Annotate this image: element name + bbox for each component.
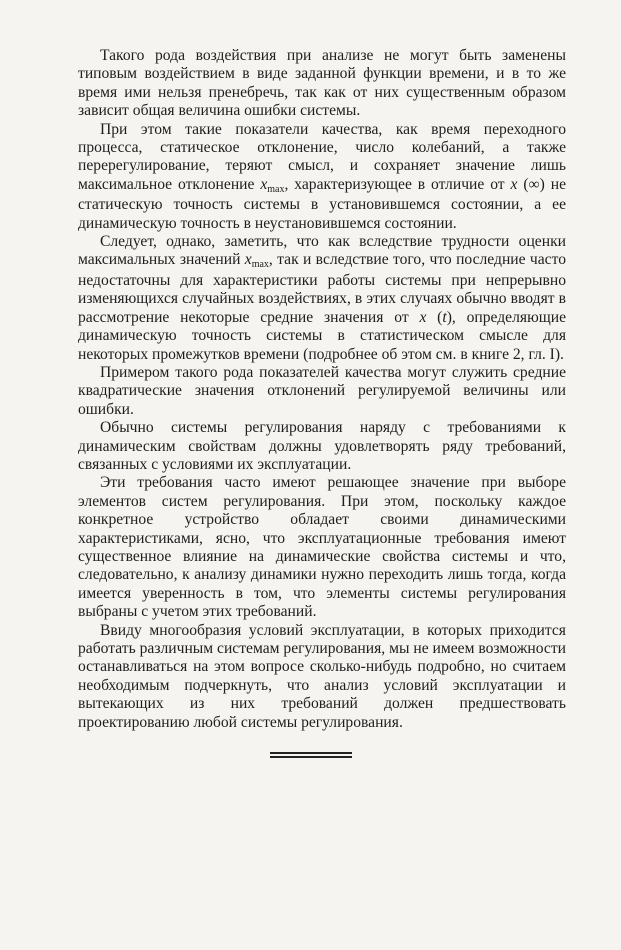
- variable-x: x: [260, 175, 268, 193]
- variable-x: x: [419, 308, 427, 326]
- paragraph-3-part4: ), определяющие динамическую точность системы в статистическом смысле для некоторых промежутков времени (подробнее об этом см. в книге 2, гл. I).: [78, 308, 566, 363]
- section-end-rule: [270, 752, 352, 759]
- subscript-max: max: [267, 183, 285, 195]
- paragraph-4: [78, 364, 566, 419]
- paragraph-1-text: Такого рода воздействия при анализе не могут быть заменены типовым воздействием в виде заданной функции времени, и в то же время ими нельзя пренебречь, так как от них существенным образом зависит общая величина ошибки системы.: [78, 47, 566, 120]
- paragraph-3-part2: , так и вследствие того, что последние часто недостаточны для характеристики работы системы при непрерывно изменяющихся случайных воздействиях, в этих случаях обычно вводят в рассмотрение некоторые средние значения от: [78, 251, 566, 326]
- rule-line-bottom: [270, 756, 352, 758]
- body-text: [78, 47, 566, 732]
- paragraph-5: [78, 419, 566, 474]
- paragraph-5-text: Обычно системы регулирования наряду с требованиями к динамическим свойствам должны удовлетворять ряду требований, связанных с условиями их эксплуатации.: [78, 419, 566, 473]
- paragraph-2-part3: (∞) не статическую точность системы в установившемся состоянии, а ее динамическую точность в неустановившемся состоянии.: [78, 175, 566, 232]
- subscript-max: max: [251, 259, 269, 271]
- rule-line-top: [270, 752, 352, 754]
- paragraph-2-part2: , характеризующее в отличие от: [284, 175, 511, 193]
- paragraph-3: [78, 233, 566, 364]
- paragraph-4-text: Примером такого рода показателей качества могут служить средние квадратические значения отклонений регулируемой величины или ошибки.: [78, 363, 566, 418]
- variable-x: x: [510, 175, 518, 193]
- paragraph-3-part3: (: [426, 308, 443, 326]
- variable-x: x: [244, 251, 252, 269]
- variable-t: t: [442, 308, 447, 326]
- paragraph-2: [78, 121, 566, 233]
- paragraph-6-text: Эти требования часто имеют решающее значение при выборе элементов систем регулирования. При этом, поскольку каждое конкретное устройство обладает своими динамическими характеристиками, ясно, что эксплуатационные требования имеют существенное влияние на динамические свойства системы и что, следовательно, к анализу динамики нужно переходить лишь тогда, когда имеется уверенность в том, что элементы системы регулирования выбраны с учетом этих требований.: [78, 474, 566, 621]
- paragraph-6: [78, 474, 566, 621]
- paragraph-2-part1: При этом такие показатели качества, как время переходного процесса, статическое отклонение, число колебаний, а также перерегулирование, теряют смысл, и сохраняет значение лишь максимальное отклонение: [78, 120, 566, 193]
- paragraph-3-part1: Следует, однако, заметить, что как вследствие трудности оценки максимальных значений: [78, 233, 566, 269]
- paragraph-1: [78, 47, 566, 121]
- paragraph-7: [78, 622, 566, 732]
- paragraph-7-text: Ввиду многообразия условий эксплуатации, в которых приходится работать различным системам регулирования, мы не имеем возможности останавливаться на этом вопросе сколько-нибудь подробно, но считаем необходимым подчеркнуть, что анализ условий эксплуатации и вытекающих из них требований должен предшествовать проектированию любой системы регулирования.: [78, 621, 566, 731]
